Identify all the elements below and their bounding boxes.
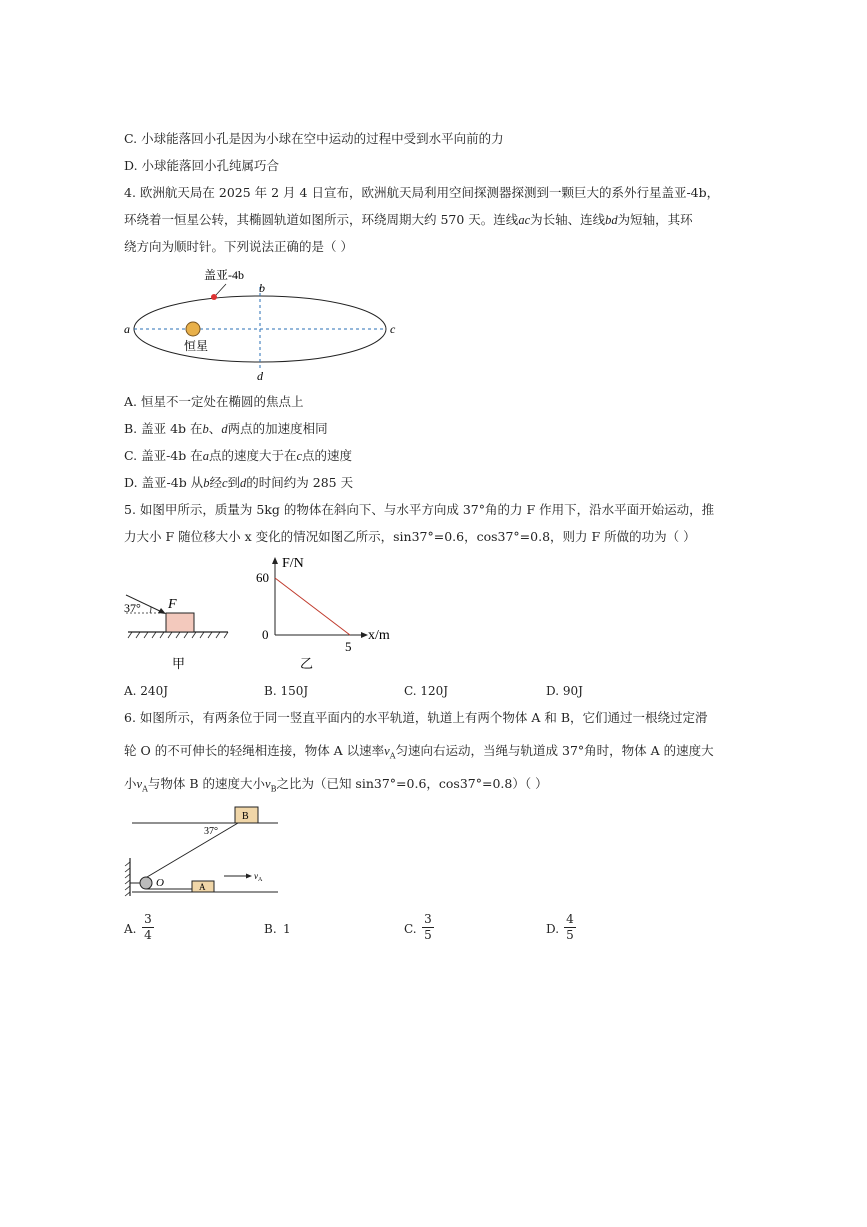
data-line — [275, 578, 350, 635]
block-a-label: A — [199, 882, 206, 892]
rope-to-b — [142, 823, 238, 880]
angle-label: 37° — [204, 826, 218, 837]
q6-stem-line1: 6. 如图所示，有两条位于同一竖直平面内的水平轨道，轨道上有两个物体 A 和 B，它们通过一根绕过定滑 — [124, 710, 708, 725]
q4-text: 两点的加速度相同 — [227, 421, 328, 436]
q6-stem-line3 — [124, 776, 548, 798]
q6-vb: v — [265, 777, 271, 791]
q4-text: D. 盖亚-4b 从 — [124, 475, 204, 490]
q4-var: a — [202, 449, 209, 463]
q6-option-c-label: C. — [404, 922, 417, 936]
q4-text: 点的速度 — [302, 448, 353, 463]
angle-label: 37° — [124, 601, 141, 615]
q6-va-sub: A — [389, 751, 396, 761]
q4-var: b — [203, 476, 210, 490]
wall-hatch — [125, 862, 130, 896]
q5-figure-a — [120, 585, 240, 675]
q6-option-a-den: 4 — [144, 928, 152, 942]
velocity-subscript: A — [258, 877, 263, 883]
q6-option-a-fraction — [142, 912, 154, 943]
planet-pointer — [216, 284, 226, 295]
q4-option-d — [124, 475, 353, 491]
angle-arc — [150, 607, 151, 613]
planet-label: 盖亚-4b — [204, 268, 244, 282]
q6-text: 轮 O 的不可伸长的轻绳相连接，物体 A 以速率 — [124, 743, 385, 758]
q4-text: 、 — [208, 421, 222, 436]
q6-stem-line2 — [124, 743, 714, 765]
q4-var: c — [221, 476, 228, 490]
point-c: c — [390, 322, 396, 336]
q4-stem-line3: 绕方向为顺时针。下列说法正确的是（ ） — [124, 239, 353, 254]
q6-va-sub: A — [142, 784, 148, 794]
q4-ac: ac — [518, 213, 531, 227]
point-d: d — [257, 369, 263, 383]
block — [166, 613, 194, 632]
q4-bd: bd — [605, 213, 618, 227]
q4-text: 到 — [227, 475, 241, 490]
ground-hatch — [128, 632, 228, 638]
q6-option-a-num: 3 — [142, 912, 154, 928]
point-a: a — [124, 322, 130, 336]
point-b: b — [259, 281, 265, 295]
x-axis-arrow — [361, 632, 368, 638]
caption-jia: 甲 — [172, 656, 186, 671]
q6-option-b-value: 1 — [283, 922, 291, 936]
q4-text: 为长轴、连线 — [530, 212, 606, 227]
q4-text: 环绕着一恒星公转，其椭圆轨道如图所示，环绕周期大约 570 天。连线 — [124, 212, 519, 227]
force-label: F — [168, 597, 177, 612]
q6-option-c-fraction — [422, 912, 434, 943]
q5-option-a: A. 240J — [124, 684, 169, 698]
velocity-label — [254, 871, 263, 883]
q6-text: 匀速向右运动，当绳与轨道成 37°角时，物体 A 的速度大 — [395, 743, 714, 758]
q6-va: v — [136, 777, 143, 791]
q6-text: 小 — [124, 776, 137, 791]
q6-va: v — [384, 744, 390, 758]
q5-stem-line1: 5. 如图甲所示，质量为 5kg 的物体在斜向下、与水平方向成 37°角的力 F 作用下，沿水平面开始运动，推 — [124, 502, 715, 517]
q4-var: d — [240, 476, 247, 490]
x-axis-label: x/m — [368, 628, 390, 643]
q4-text: 的时间约为 285 天 — [246, 475, 354, 490]
caption-yi: 乙 — [300, 656, 314, 671]
q4-text: 为短轴，其环 — [617, 212, 693, 227]
q6-option-d-num: 4 — [564, 912, 576, 928]
q5-option-b: B. 150J — [264, 684, 309, 698]
q5-figure-b — [250, 555, 400, 675]
q4-option-b — [124, 421, 328, 437]
q4-option-a: A. 恒星不一定处在椭圆的焦点上 — [124, 394, 304, 409]
q4-text: 经 — [209, 475, 222, 490]
q4-stem-line1: 4. 欧洲航天局在 2025 年 2 月 4 日宣布，欧洲航天局利用空间探测器探测到一颗巨大的系外行星盖亚-4b， — [124, 185, 720, 200]
q6-option-b-label: B. — [264, 922, 277, 936]
q6-text: 与物体 B 的速度大小 — [147, 776, 265, 791]
q4-text: B. 盖亚 4b 在 — [124, 421, 203, 436]
q6-vb-sub: B — [270, 784, 277, 794]
q3-option-c: C. 小球能落回小孔是因为小球在空中运动的过程中受到水平向前的力 — [124, 131, 504, 146]
y-tick-label: 60 — [256, 570, 269, 585]
q5-option-c: C. 120J — [404, 684, 449, 698]
q6-option-a-label: A. — [124, 922, 137, 936]
origin-label: 0 — [262, 627, 269, 642]
q4-var: b — [202, 422, 209, 436]
star-label: 恒星 — [184, 339, 209, 353]
pulley-label: O — [156, 877, 164, 889]
x-tick-label: 5 — [345, 639, 352, 654]
q6-option-c-den: 5 — [424, 928, 432, 942]
q6-option-d-fraction — [564, 912, 576, 943]
q4-orbit-figure — [120, 262, 410, 384]
y-axis-label: F/N — [282, 556, 304, 571]
q5-option-d: D. 90J — [546, 684, 583, 698]
q6-figure — [120, 800, 290, 908]
q4-var: d — [221, 422, 228, 436]
q5-stem-line2: 力大小 F 随位移大小 x 变化的情况如图乙所示，sin37°=0.6，cos37°=0.8，则力 F 所做的功为（ ） — [124, 529, 696, 544]
q6-option-d-den: 5 — [566, 928, 574, 942]
pulley-icon — [140, 877, 152, 889]
q4-option-c — [124, 448, 352, 464]
q4-var: c — [296, 449, 303, 463]
q6-option-d-label: D. — [546, 922, 560, 936]
velocity-arrowhead — [246, 874, 252, 879]
q4-text: 点的速度大于在 — [208, 448, 297, 463]
velocity-symbol: v — [254, 871, 258, 881]
q4-stem-line2 — [124, 212, 693, 228]
q4-text: C. 盖亚-4b 在 — [124, 448, 203, 463]
block-b-label: B — [242, 811, 249, 822]
y-axis-arrow — [272, 557, 278, 564]
q6-text: 之比为（已知 sin37°=0.6，cos37°=0.8）（ ） — [276, 776, 548, 791]
q3-option-d: D. 小球能落回小孔纯属巧合 — [124, 158, 280, 173]
q6-option-c-num: 3 — [422, 912, 434, 928]
star-icon — [186, 322, 200, 336]
